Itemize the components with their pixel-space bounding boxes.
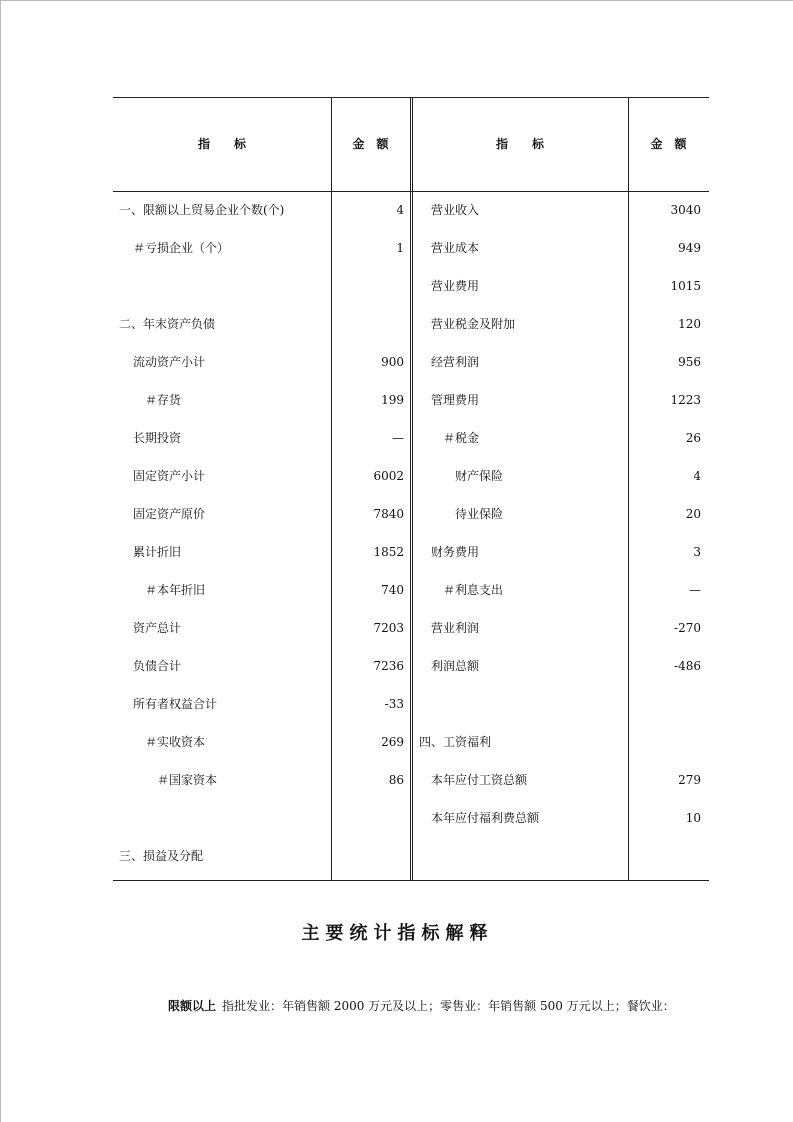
left-row-label: 资产总计 [133, 621, 182, 635]
left-row-label: ＃国家资本 [157, 773, 218, 787]
left-row-label: ＃亏损企业（个） [133, 241, 230, 255]
right-row-label: 营业成本 [431, 241, 480, 255]
right-row-value: 956 [678, 355, 701, 369]
definition-text: 指批发业：年销售额 2000 万元及以上；零售业：年销售额 500 万元以上；餐饮业： [222, 999, 675, 1013]
left-row-label: 固定资产小计 [133, 469, 206, 483]
right-row-value: 3 [693, 545, 701, 559]
left-row-value: 7203 [373, 621, 404, 635]
right-row-value: 1015 [670, 279, 701, 293]
left-row-label: 一、限额以上贸易企业个数(个) [119, 203, 285, 217]
right-row-label: 四、工资福利 [419, 735, 492, 749]
right-row-value: — [689, 583, 701, 597]
left-row-value: -33 [384, 697, 404, 711]
left-row-label: 负债合计 [133, 659, 182, 673]
header-left-amount: 金 额 [352, 137, 389, 151]
right-row-label: 本年应付工资总额 [431, 773, 528, 787]
right-row-value: 120 [678, 317, 701, 331]
header-right-amount: 金 额 [650, 137, 687, 151]
left-row-label: 三、损益及分配 [119, 849, 204, 863]
right-row-value: 20 [685, 507, 701, 521]
statistics-table [113, 97, 709, 881]
left-row-value: 1 [396, 241, 404, 255]
header-left-indicator: 指 标 [197, 137, 246, 151]
right-row-value: 10 [685, 811, 701, 825]
right-row-value: -270 [674, 621, 701, 635]
right-row-value: -486 [674, 659, 701, 673]
section-title: 主要统计指标解释 [301, 923, 494, 944]
left-row-value: 269 [381, 735, 404, 749]
left-row-value: 199 [381, 393, 404, 407]
left-row-label: 所有者权益合计 [133, 697, 218, 711]
left-row-value: — [392, 431, 404, 445]
left-row-value: 86 [388, 773, 404, 787]
left-row-label: 长期投资 [133, 431, 182, 445]
left-row-value: 1852 [373, 545, 404, 559]
column-divider [410, 98, 411, 880]
left-row-label: 固定资产原价 [133, 507, 206, 521]
right-row-value: 26 [685, 431, 701, 445]
left-row-label: 流动资产小计 [133, 355, 206, 369]
left-row-label: ＃实收资本 [145, 735, 206, 749]
right-row-label: ＃税金 [443, 431, 480, 445]
definition-term: 限额以上 [168, 999, 217, 1013]
left-row-value: 4 [396, 203, 404, 217]
right-row-label: 利润总额 [431, 659, 480, 673]
left-row-label: ＃存货 [145, 393, 182, 407]
right-row-label: 本年应付福利费总额 [431, 811, 540, 825]
left-row-value: 7840 [373, 507, 404, 521]
right-row-value: 949 [678, 241, 701, 255]
right-row-label: 营业利润 [431, 621, 480, 635]
left-row-value: 740 [381, 583, 404, 597]
left-row-label: ＃本年折旧 [145, 583, 206, 597]
right-row-label: 营业税金及附加 [431, 317, 516, 331]
right-row-label: 营业收入 [431, 203, 480, 217]
right-row-value: 4 [693, 469, 701, 483]
header-divider [113, 191, 709, 192]
left-row-value: 6002 [373, 469, 404, 483]
left-row-label: 二、年末资产负债 [119, 317, 216, 331]
right-row-label: 财产保险 [455, 469, 504, 483]
definition-paragraph [168, 997, 675, 1014]
left-row-value: 7236 [373, 659, 404, 673]
column-divider [412, 98, 413, 880]
right-row-value: 279 [678, 773, 701, 787]
right-row-label: 待业保险 [455, 507, 504, 521]
right-row-label: 管理费用 [431, 393, 480, 407]
left-row-label: 累计折旧 [133, 545, 182, 559]
right-row-value: 3040 [670, 203, 701, 217]
header-right-indicator: 指 标 [495, 137, 544, 151]
right-row-value: 1223 [670, 393, 701, 407]
right-row-label: 财务费用 [431, 545, 480, 559]
right-row-label: ＃利息支出 [443, 583, 504, 597]
right-row-label: 营业费用 [431, 279, 480, 293]
left-row-value: 900 [381, 355, 404, 369]
right-row-label: 经营利润 [431, 355, 480, 369]
